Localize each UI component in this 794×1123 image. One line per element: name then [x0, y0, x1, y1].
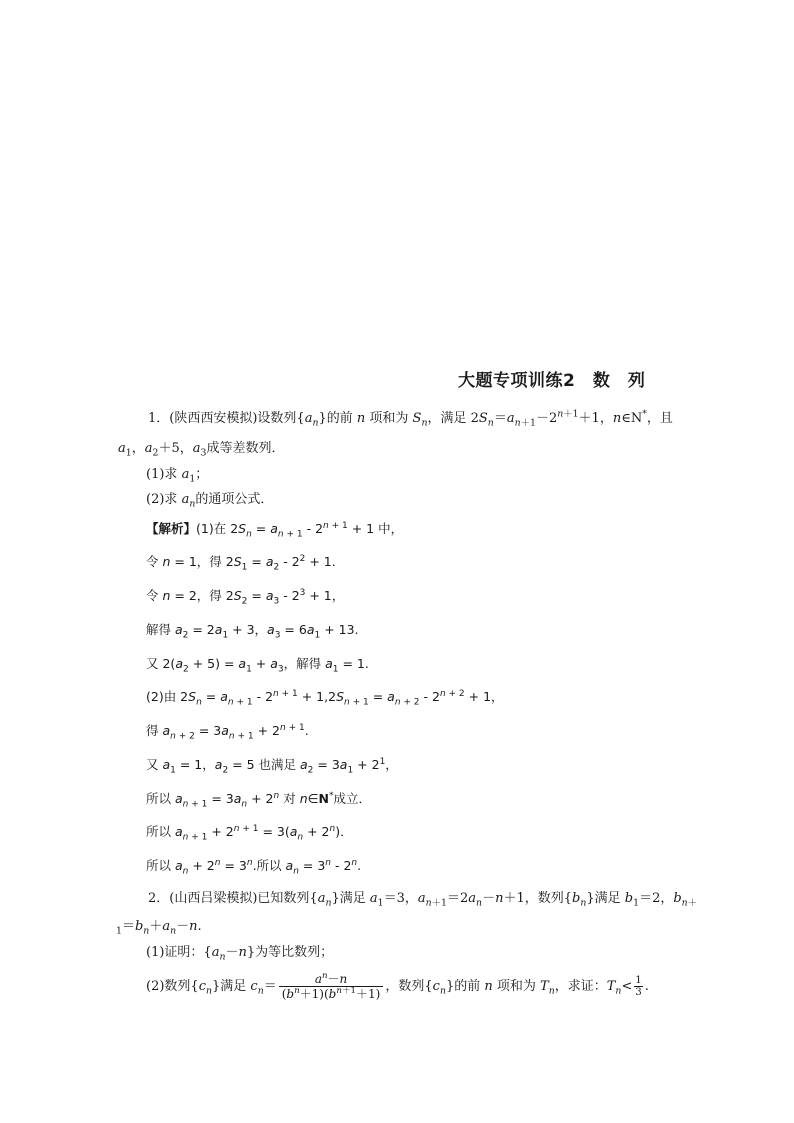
one-third-fraction: $\frac{1}{3}$ [635, 975, 642, 998]
c-n-fraction: $\frac{a^n-n}{(b^n+1)(b^{n+1}+1)}$ [279, 972, 384, 1001]
problem-1-question-1: (1)求 $a_1$； [146, 467, 209, 485]
problem-2-statement-cont: $_1=b_n+a_n-n$. [116, 919, 202, 937]
problem-1-question-2: (2)求 $a_n$的通项公式． [146, 492, 274, 510]
problem-1-statement-cont: $a_1$，$a_2+5$，$a_3$成等差数列． [118, 441, 285, 459]
solution-line-1: 【解析】(1)在 $2S_n = a_{n + 1} - 2^{n + 1} + 1$ 中， [146, 520, 404, 540]
problem-2-question-2: (2)数列$\{c_n\}$满足 $c_n=$ $\frac{a^n-n}{(b^n+1)(b^{n+1}+1)}$ ，数列$\{c_n\}$的前 n 项和为 $T_n$，求证：$T_n<$ $\frac{1}{3}$ . [146, 971, 649, 1001]
solution-line-11: 所以 $a_n + 2^n = 3^n$.所以 $a_n = 3^n - 2^n$. [146, 857, 362, 877]
solution-line-9: 所以 $a_{n + 1} = 3a_n + 2^n$ 对 n∈N*成立． [146, 790, 371, 810]
solution-line-7: 得 $a_{n + 2} = 3a_{n + 1} + 2^{n + 1}$. [146, 722, 309, 742]
problem-1-statement: 1．(陕西西安模拟)设数列$\{a_n\}$的前 n 项和为 $S_n$，满足 $2S_n=a_{n+1}-2^{n+1}+1$，n∈N*，且 [148, 408, 673, 429]
solution-line-2: 令 n = 1，得 $2S_1 = a_2 - 2^2 + 1$. [146, 553, 336, 573]
solution-line-6: (2)由 $2S_n = a_{n + 1} - 2^{n + 1} + 1,2S_{n + 1} = a_{n + 2} - 2^{n + 2} + 1$， [146, 688, 504, 708]
solution-tag: 【解析】 [146, 521, 197, 536]
solution-line-3: 令 n = 2，得 $2S_2 = a_3 - 2^3 + 1$， [146, 587, 345, 607]
problem-2-statement: 2．(山西吕梁模拟)已知数列$\{a_n\}$满足 $a_1=3$，$a_{n+1}=2a_n-n+1$，数列$\{b_n\}$满足 $b_1=2$，$b_{n+}$ [148, 891, 698, 909]
problem-2-question-1: (1)证明：$\{a_n-n\}$为等比数列； [146, 945, 334, 963]
solution-line-5: 又 $2(a_2 + 5) = a_1 + a_3$，解得 $a_1 = 1$. [146, 656, 369, 675]
solution-line-10: 所以 $a_{n + 1} + 2^{n + 1} = 3(a_n + 2^n)$． [146, 823, 353, 843]
page-title: 大题专项训练2 数 列 [458, 371, 646, 391]
solution-line-8: 又 $a_1 = 1$，$a_2 = 5$ 也满足 $a_2 = 3a_1 + 2^1$， [146, 756, 398, 776]
solution-line-4: 解得 $a_2 = 2a_1 + 3$，$a_3 = 6a_1 + 13$. [146, 622, 359, 641]
